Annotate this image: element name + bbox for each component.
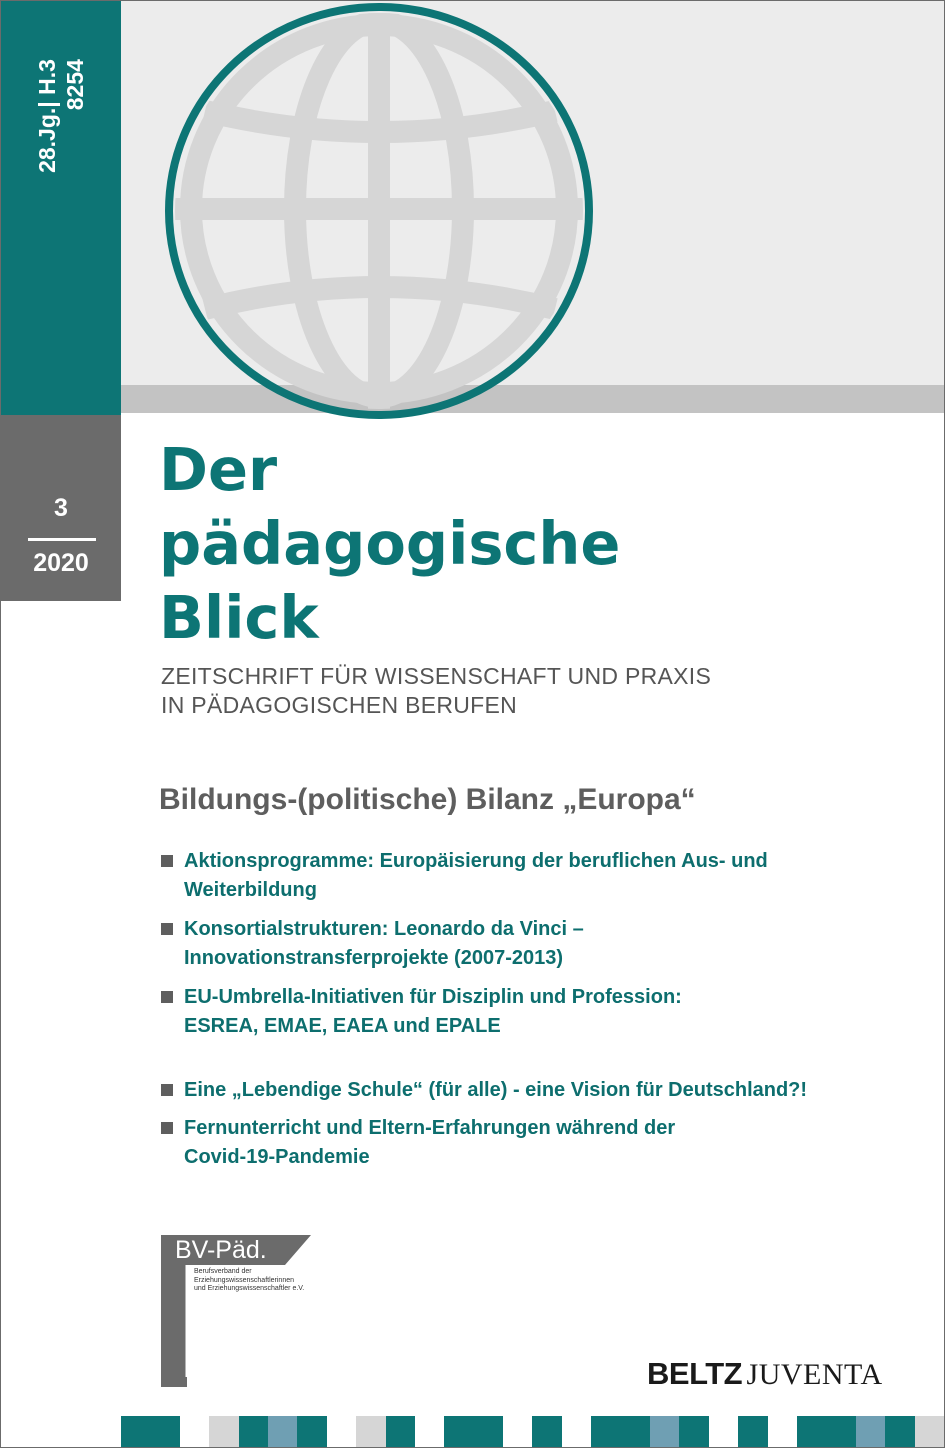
stripe-segment — [915, 1416, 944, 1447]
volume-text — [33, 59, 89, 173]
stripe-segment — [415, 1416, 444, 1447]
list-item — [161, 1076, 921, 1105]
bullet-square-icon — [161, 991, 173, 1003]
bullet-square-icon — [161, 1084, 173, 1096]
bullet-square-icon — [161, 923, 173, 935]
stripe-segment — [885, 1416, 914, 1447]
decorative-color-stripe — [121, 1416, 944, 1447]
association-subtitle-line: Berufsverband der — [194, 1268, 252, 1275]
stripe-segment — [591, 1416, 620, 1447]
association-logo-subtitle — [194, 1268, 344, 1294]
title-line: Der — [159, 435, 278, 504]
list-item-line: ESREA, EMAE, EAEA und EPALE — [184, 1015, 501, 1037]
stripe-segment — [826, 1416, 855, 1447]
stripe-segment — [444, 1416, 473, 1447]
list-item-line: Eine „Lebendige Schule“ (für alle) - eine Vision für Deutschland?! — [184, 1079, 808, 1101]
subtitle-line: IN PÄDAGOGISCHEN BERUFEN — [161, 692, 518, 718]
stripe-segment — [209, 1416, 238, 1447]
association-subtitle-line: und Erziehungswissenschaftler e.V. — [194, 1285, 305, 1292]
list-item — [161, 847, 921, 905]
stripe-segment — [768, 1416, 797, 1447]
stripe-segment — [268, 1416, 297, 1447]
list-item — [161, 983, 921, 1041]
stripe-segment — [356, 1416, 385, 1447]
volume-line: 28.Jg.| H.3 — [34, 59, 60, 173]
stripe-segment — [621, 1416, 650, 1447]
spine-issue-panel — [1, 415, 121, 601]
journal-subtitle — [161, 662, 711, 720]
list-item-line: Covid-19-Pandemie — [184, 1146, 370, 1168]
stripe-segment — [503, 1416, 532, 1447]
spine-volume-panel — [1, 1, 121, 415]
volume-info — [31, 31, 91, 201]
order-number: 8254 — [62, 59, 88, 111]
stripe-segment — [679, 1416, 708, 1447]
stripe-segment — [297, 1416, 326, 1447]
stripe-segment — [650, 1416, 679, 1447]
list-item-line: Weiterbildung — [184, 879, 317, 901]
issue-theme-heading: Bildungs-(politische) Bilanz „Europa“ — [159, 783, 696, 816]
publisher-name-juventa: JUVENTA — [746, 1358, 883, 1391]
stripe-segment — [180, 1416, 209, 1447]
issue-divider — [28, 538, 96, 541]
stripe-segment — [239, 1416, 268, 1447]
stripe-segment — [738, 1416, 767, 1447]
stripe-segment — [562, 1416, 591, 1447]
issue-number: 3 — [54, 494, 68, 522]
globe-icon — [163, 3, 595, 419]
list-item-line: EU-Umbrella-Initiativen für Disziplin und Profession: — [184, 986, 682, 1008]
publisher-name-beltz: BELTZ — [647, 1356, 743, 1391]
list-item-line: Fernunterricht und Eltern-Erfahrungen während der — [184, 1117, 676, 1139]
list-item — [161, 915, 921, 973]
subtitle-line: ZEITSCHRIFT FÜR WISSENSCHAFT UND PRAXIS — [161, 663, 712, 689]
list-item-line: Innovationstransferprojekte (2007-2013) — [184, 947, 564, 969]
stripe-segment — [150, 1416, 179, 1447]
list-item — [161, 1114, 921, 1172]
stripe-segment — [709, 1416, 738, 1447]
stripe-segment — [532, 1416, 561, 1447]
stripe-segment — [474, 1416, 503, 1447]
title-line: Blick — [159, 583, 319, 652]
stripe-segment — [856, 1416, 885, 1447]
title-line: pädagogische — [159, 509, 621, 578]
list-item-line: Aktionsprogramme: Europäisierung der beruflichen Aus- und — [184, 850, 768, 872]
stripe-segment — [327, 1416, 356, 1447]
association-logo-name: BV-Päd. — [175, 1236, 267, 1264]
stripe-segment — [797, 1416, 826, 1447]
list-item-line: Konsortialstrukturen: Leonardo da Vinci – — [184, 918, 584, 940]
issue-year: 2020 — [33, 549, 89, 577]
stripe-segment — [386, 1416, 415, 1447]
bullet-square-icon — [161, 855, 173, 867]
stripe-segment — [121, 1416, 150, 1447]
publisher-logo — [647, 1356, 883, 1392]
journal-title — [159, 433, 620, 655]
association-subtitle-line: Erziehungswissenschaftlerinnen — [194, 1276, 294, 1284]
bullet-square-icon — [161, 1122, 173, 1134]
